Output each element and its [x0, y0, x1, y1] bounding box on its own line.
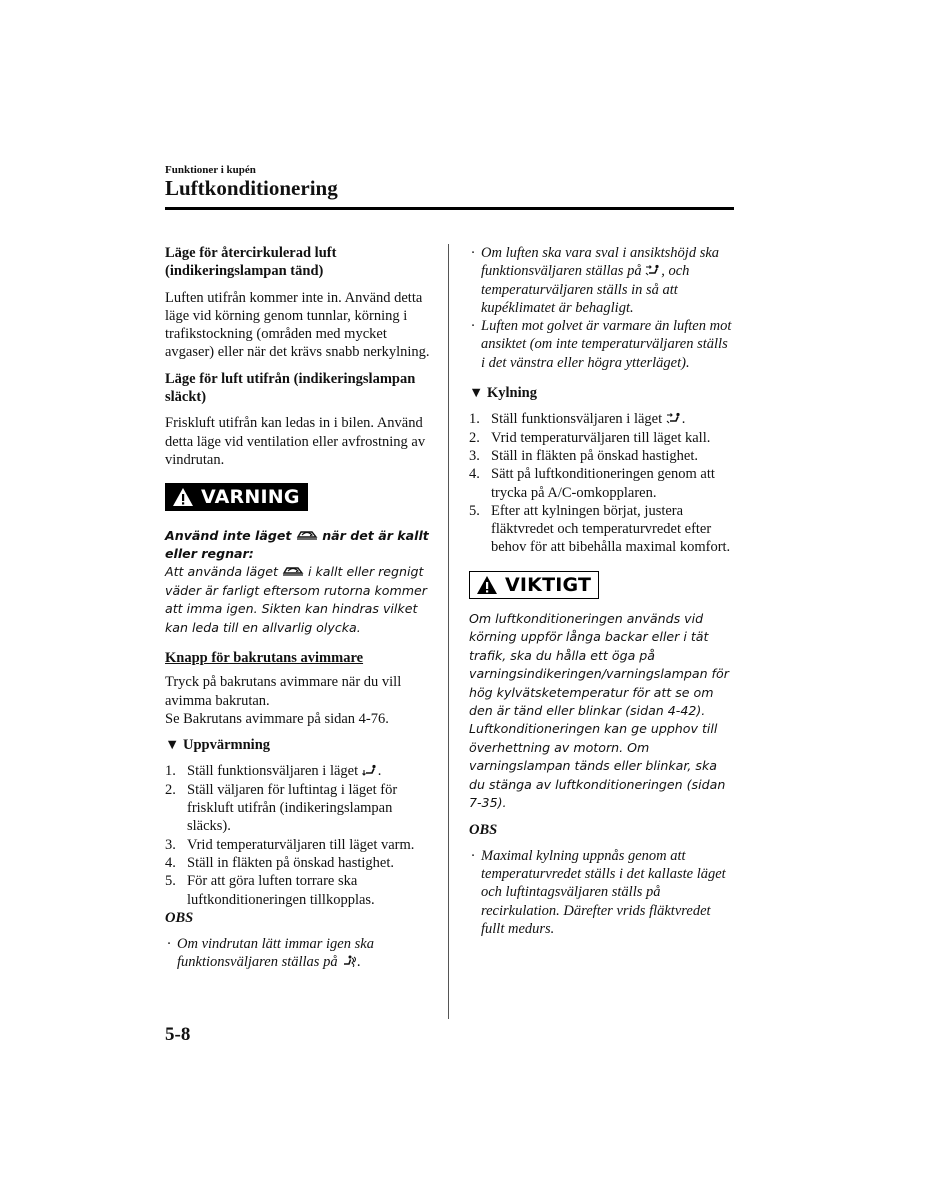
- step-number: 5.: [165, 873, 176, 890]
- cooling-steps: [469, 410, 735, 556]
- warning-badge-wrap: [165, 483, 435, 512]
- list-item: 1. Ställ funktionsväljaren i läget .: [469, 411, 686, 428]
- obs-label: OBS: [165, 909, 194, 926]
- page-title: Luftkonditionering: [165, 176, 338, 200]
- note-text-end: , och temperaturväljaren ställs in så att kupéklimatet är behagligt.: [481, 263, 690, 316]
- list-item: [165, 872, 435, 909]
- step-number: 1.: [469, 411, 480, 428]
- note-text: Om luften ska vara sval i ansiktshöjd ska funktionsväljaren ställas på: [481, 245, 720, 280]
- cooling-heading-label: Kylning: [486, 385, 537, 402]
- bi-level-mode-icon: [666, 412, 682, 424]
- step-number: 4.: [165, 854, 176, 871]
- warning-body-part1: Att använda läget: [165, 564, 278, 580]
- step-text: Sätt på luftkonditioneringen genom att trycka på A/C-omkopplaren.: [491, 466, 715, 501]
- list-item: 1. Ställ funktionsväljaren i läget .: [165, 763, 382, 780]
- obs-note: · Om vindrutan lätt immar igen ska funktionsväljaren ställas på .: [167, 936, 374, 971]
- step-number: 1.: [165, 763, 176, 780]
- list-item: [469, 429, 735, 447]
- step-number: 4.: [469, 466, 480, 483]
- warning-badge: [165, 483, 308, 511]
- rear-defogger-reference: Se Bakrutans avimmare på sidan 4-76.: [165, 710, 389, 727]
- bullet-dot: ·: [471, 847, 475, 864]
- caution-triangle-icon: [476, 575, 498, 595]
- floor-defrost-mode-icon: [341, 955, 357, 967]
- cooling-heading: ▼ Kylning: [469, 385, 537, 402]
- rear-defogger-body: Tryck på bakrutans avimmare när du vill avimma bakrutan.: [165, 674, 402, 709]
- step-text: Efter att kylningen börjat, justera fläktvredet och temperaturvredet efter behov för att bibehålla maximal komfort.: [491, 502, 731, 556]
- bullet-dot: ·: [167, 936, 171, 953]
- bullet-dot: ·: [471, 245, 475, 261]
- list-item: [165, 836, 435, 854]
- heating-heading-label: Uppvärmning: [182, 737, 271, 754]
- step-text: Ställ in fläkten på önskad hastighet.: [491, 447, 698, 464]
- warning-heading: [165, 527, 435, 564]
- step-text: Ställ väljaren för luftintag i läget för friskluft utifrån (indikeringslampan släcks).: [187, 781, 398, 835]
- column-divider: [448, 244, 449, 1019]
- recirc-heading: Läge för återcirkulerad luft (indikeringslampan tänd): [165, 245, 337, 280]
- page-number: 5-8: [165, 1024, 191, 1045]
- caution-label: VIKTIGT: [505, 573, 592, 596]
- list-item: [165, 854, 435, 872]
- step-number: 3.: [469, 447, 480, 464]
- step-text: Vrid temperaturväljaren till läget varm.: [187, 836, 415, 853]
- warning-heading-part2: när det är kallt eller regnar:: [165, 527, 429, 561]
- caution-badge-wrap: [469, 571, 735, 600]
- note-text: Luften mot golvet är varmare än luften mot ansiktet (om inte temperaturväljaren ställs i det vänstra eller högra ytterläget).: [481, 318, 732, 371]
- list-item: [469, 502, 735, 557]
- recirculation-icon: [296, 528, 318, 541]
- note-floor-warmer: [469, 317, 735, 372]
- left-column: [165, 244, 435, 972]
- note-face-cool: [469, 244, 735, 317]
- step-text: Ställ funktionsväljaren i läget: [491, 411, 663, 428]
- heating-heading: ▼ Uppvärmning: [165, 737, 271, 754]
- heating-steps: [165, 762, 435, 908]
- warning-body: [165, 563, 435, 637]
- warning-body-part2: i kallt eller regnigt väder är farligt eftersom rutorna kommer att imma igen. Sikten kan hindras vilket kan leda till en allvarlig olycka.: [165, 564, 427, 635]
- step-number: 5.: [469, 502, 480, 519]
- warning-label: VARNING: [201, 486, 300, 509]
- warning-heading-part1: Använd inte läget: [165, 527, 292, 543]
- step-number: 2.: [469, 429, 480, 446]
- caution-badge: [469, 571, 599, 599]
- step-number: 2.: [165, 781, 176, 798]
- list-item: [469, 447, 735, 465]
- obs-note-text: Maximal kylning uppnås genom att temperaturvredet ställs i det kallaste läget och luftintagsväljaren ställs på recirkulation. Därefter vrids fläktvredet fullt medurs.: [481, 847, 726, 937]
- outside-air-heading: Läge för luft utifrån (indikeringslampan släckt): [165, 370, 416, 406]
- bi-level-mode-icon: [645, 264, 661, 276]
- step-number: 3.: [165, 836, 176, 853]
- outside-air-body: Friskluft utifrån kan ledas in i bilen. Använd detta läge vid ventilation eller avfrostning av vindrutan.: [165, 415, 426, 468]
- step-text: Ställ in fläkten på önskad hastighet.: [187, 854, 394, 871]
- step-text: Ställ funktionsväljaren i läget: [187, 763, 359, 780]
- list-item: [165, 781, 435, 836]
- section-label: Funktioner i kupén: [165, 164, 256, 176]
- bullet-dot: ·: [471, 318, 475, 335]
- step-text: För att göra luften torrare ska luftkonditioneringen tillkopplas.: [187, 873, 375, 908]
- obs-label: OBS: [469, 821, 498, 838]
- rear-defogger-heading: Knapp för bakrutans avimmare: [165, 650, 364, 666]
- floor-mode-icon: [362, 764, 378, 776]
- right-column: [469, 244, 735, 938]
- recirc-body: Luften utifrån kommer inte in. Använd detta läge vid körning genom tunnlar, körning i trafikstockning (områden med mycket avgaser) eller när det krävs snabb nerkylning.: [165, 289, 430, 361]
- warning-triangle-icon: [172, 487, 194, 507]
- list-item: [469, 465, 735, 502]
- recirculation-icon: [282, 564, 304, 577]
- step-text: Vrid temperaturväljaren till läget kall.: [491, 429, 711, 446]
- obs-note: [469, 847, 735, 938]
- obs-note-text: Om vindrutan lätt immar igen ska funktionsväljaren ställas på: [177, 936, 374, 971]
- title-rule: [165, 207, 734, 210]
- caution-body: Om luftkonditioneringen används vid körning uppför långa backar eller i tät trafik, ska du hålla ett öga på varningsindikeringen/varningslampan för hög kylvätsketemperatur för att se om den är tänd eller blinkar (sidan 4-42). Luftkonditioneringen kan ge upphov till överhettning av motorn. Om varningslampan tänds eller blinkar, ska du stänga av luftkonditioneringen (sidan 7-35).: [469, 611, 729, 811]
